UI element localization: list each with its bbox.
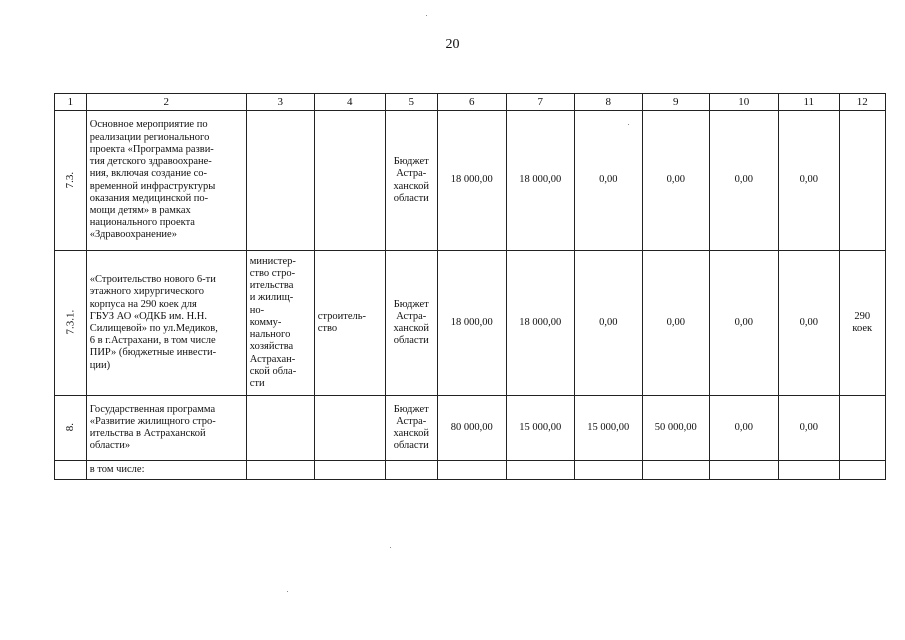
- value-cell: 0,00: [778, 111, 839, 251]
- work-type-cell: [314, 111, 385, 251]
- measure-name-line: «Здравоохранение»: [89, 229, 177, 241]
- value-cell: 0,00: [778, 396, 839, 461]
- empty-cell: [506, 461, 574, 480]
- value-cell: 18 000,00: [506, 111, 574, 251]
- empty-cell: [314, 461, 385, 480]
- measure-name-line: этажного хирургического: [89, 286, 205, 298]
- value-cell: 80 000,00: [437, 396, 506, 461]
- empty-cell: [246, 461, 314, 480]
- column-header: 2: [86, 94, 246, 111]
- empty-cell: [839, 461, 885, 480]
- measure-name-line: реализации регионального: [89, 131, 210, 143]
- table-row: [55, 396, 886, 461]
- table-row: [55, 111, 886, 251]
- responsible-line: комму-: [249, 316, 282, 328]
- result-line: коек: [852, 323, 873, 334]
- funding-source-line: Астра-: [396, 168, 427, 180]
- work-type-cell: [314, 396, 385, 461]
- responsible-line: Астрахан-: [249, 353, 296, 365]
- measure-name-line: проекта «Программа разви-: [89, 143, 214, 155]
- footer-label: в том числе:: [86, 461, 246, 480]
- measure-name-line: оказания медицинской по-: [89, 192, 209, 204]
- empty-cell: [574, 461, 642, 480]
- responsible-line: сти: [249, 377, 265, 389]
- measure-name-line: Основное мероприятие по: [89, 119, 208, 131]
- responsible-line: ской обла-: [249, 365, 297, 377]
- measure-name-line: национального проекта: [89, 217, 195, 229]
- column-header: 4: [314, 94, 385, 111]
- responsible-cell: [246, 396, 314, 461]
- column-header: 7: [506, 94, 574, 111]
- page-number: 20: [445, 37, 460, 52]
- column-header: 8: [574, 94, 642, 111]
- row-index-cell: [55, 111, 87, 251]
- measure-name-line: «Строительство нового 6-ти: [89, 274, 216, 286]
- row-index-cell: [55, 461, 87, 480]
- measure-name-line: Силищевой» по ул.Медиков,: [89, 323, 218, 334]
- row-index-cell: [55, 251, 87, 396]
- value-cell: 15 000,00: [506, 396, 574, 461]
- result-cell: [839, 111, 885, 251]
- value-cell: 0,00: [574, 251, 642, 396]
- responsible-line: но-: [249, 304, 265, 316]
- measure-name-line: 6 в г.Астрахани, в том числе: [89, 335, 216, 347]
- value-cell: 0,00: [574, 111, 642, 251]
- funding-source-line: Бюджет: [393, 403, 429, 415]
- measure-name-cell: [86, 111, 246, 251]
- responsible-line: нального: [249, 329, 291, 341]
- funding-source-cell: [385, 111, 437, 251]
- funding-source-line: Бюджет: [393, 298, 429, 310]
- empty-cell: [642, 461, 709, 480]
- funding-source-line: области: [393, 440, 429, 452]
- table-row: [55, 461, 886, 480]
- scan-speck: [628, 124, 629, 125]
- measure-name-line: ГБУЗ АО «ОДКБ им. Н.Н.: [89, 310, 207, 322]
- work-type-line: строитель-: [317, 310, 367, 322]
- measure-name-line: Государственная программа: [89, 403, 216, 415]
- row-index: 7.3.: [64, 171, 77, 189]
- measure-name-line: ительства в Астраханской: [89, 428, 206, 439]
- funding-source-cell: [385, 396, 437, 461]
- responsible-line: ство стро-: [249, 268, 296, 280]
- row-index-cell: [55, 396, 87, 461]
- funding-source-line: Бюджет: [393, 156, 429, 168]
- value-cell: 0,00: [642, 251, 709, 396]
- budget-table: [54, 93, 886, 480]
- value-cell: 18 000,00: [437, 251, 506, 396]
- empty-cell: [437, 461, 506, 480]
- value-cell: 0,00: [709, 396, 778, 461]
- funding-source-line: ханской: [393, 323, 429, 334]
- empty-cell: [778, 461, 839, 480]
- column-header: 5: [385, 94, 437, 111]
- column-header: 9: [642, 94, 709, 111]
- funding-source-line: Астра-: [396, 415, 427, 427]
- responsible-line: хозяйства: [249, 341, 294, 353]
- work-type-line: ство: [317, 323, 338, 334]
- responsible-line: министер-: [249, 255, 296, 267]
- column-header: 1: [55, 94, 87, 111]
- responsible-cell: [246, 111, 314, 251]
- responsible-cell: [246, 251, 314, 396]
- result-cell: [839, 396, 885, 461]
- measure-name-line: корпуса на 290 коек для: [89, 298, 197, 310]
- result-line: 290: [854, 310, 871, 322]
- scan-speck: [390, 547, 391, 548]
- measure-name-line: области»: [89, 440, 131, 452]
- measure-name-line: временной инфраструктуры: [89, 180, 216, 192]
- measure-name-line: ПИР» (бюджетные инвести-: [89, 347, 217, 359]
- empty-cell: [709, 461, 778, 480]
- column-header: 3: [246, 94, 314, 111]
- value-cell: 0,00: [709, 251, 778, 396]
- funding-source-line: ханской: [393, 180, 429, 192]
- measure-name-line: ния, включая создание со-: [89, 168, 208, 180]
- funding-source-line: Астра-: [396, 310, 427, 322]
- value-cell: 18 000,00: [506, 251, 574, 396]
- funding-source-line: ханской: [393, 428, 429, 439]
- responsible-line: ительства: [249, 280, 294, 292]
- value-cell: 0,00: [778, 251, 839, 396]
- measure-name-line: тия детского здравоохране-: [89, 156, 212, 168]
- column-header: 10: [709, 94, 778, 111]
- column-header: 11: [778, 94, 839, 111]
- responsible-line: и жилищ-: [249, 292, 294, 304]
- value-cell: 0,00: [642, 111, 709, 251]
- measure-name-cell: [86, 396, 246, 461]
- row-index: 7.3.1.: [64, 310, 77, 335]
- measure-name-line: мощи детям» в рамках: [89, 204, 191, 216]
- work-type-cell: [314, 251, 385, 396]
- result-cell: [839, 251, 885, 396]
- measure-name-line: «Развитие жилищного стро-: [89, 415, 216, 427]
- row-index: 8.: [64, 423, 77, 432]
- scan-speck: [426, 15, 427, 16]
- funding-source-cell: [385, 251, 437, 396]
- value-cell: 18 000,00: [437, 111, 506, 251]
- column-header: 12: [839, 94, 885, 111]
- measure-name-cell: [86, 251, 246, 396]
- table-header-row: [55, 94, 886, 111]
- funding-source-line: области: [393, 335, 429, 347]
- funding-source-line: области: [393, 192, 429, 204]
- empty-cell: [385, 461, 437, 480]
- value-cell: 0,00: [709, 111, 778, 251]
- value-cell: 15 000,00: [574, 396, 642, 461]
- value-cell: 50 000,00: [642, 396, 709, 461]
- column-header: 6: [437, 94, 506, 111]
- scan-speck: [287, 591, 288, 592]
- table-row: [55, 251, 886, 396]
- measure-name-line: ции): [89, 359, 111, 371]
